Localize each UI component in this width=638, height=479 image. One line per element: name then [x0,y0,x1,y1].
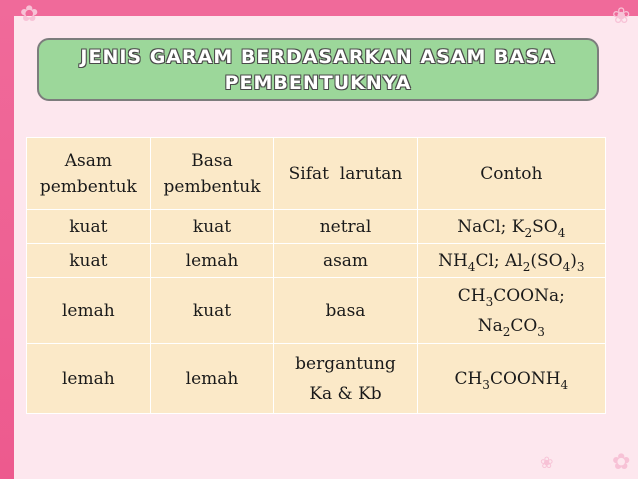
cell-contoh: $NH_4Cl$; $Al_2(SO_4)_3$ [417,244,605,278]
cell-contoh: NaCl; $K_2SO_4$ [417,210,605,244]
header-sifat-larutan: Sifat larutan [274,138,417,210]
table-row [27,244,606,278]
header-asam-pembentuk: Asam pembentuk [27,138,151,210]
cell-asam: lemah [27,278,151,344]
title-line-2: PEMBENTUKNYA [224,72,412,94]
cell-basa: kuat [150,210,274,244]
slide-title [37,38,599,101]
cell-basa: lemah [150,344,274,414]
flower-ornament-icon: ✿ [20,2,39,27]
table-header-row [27,138,606,210]
title-line-1: JENIS GARAM BERDASARKAN ASAM BASA [80,46,556,68]
table-row [27,344,606,414]
header-basa-pembentuk: Basa pembentuk [150,138,274,210]
cell-asam: kuat [27,244,151,278]
flower-ornament-icon: ❀ [612,4,631,29]
table-row [27,278,606,344]
cell-basa: kuat [150,278,274,344]
cell-sifat: netral [274,210,417,244]
cell-asam: lemah [27,344,151,414]
cell-contoh: $CH_3COONH_4$ [417,344,605,414]
cell-sifat: basa [274,278,417,344]
header-contoh: Contoh [417,138,605,210]
cell-basa: lemah [150,244,274,278]
table-row [27,210,606,244]
flower-ornament-icon: ✿ [612,450,631,475]
cell-contoh: $CH_3COONa$; $Na_2CO_3$ [417,278,605,344]
cell-sifat: bergantung Ka & Kb [274,344,417,414]
flower-ornament-icon: ❀ [540,453,554,472]
cell-asam: kuat [27,210,151,244]
salt-table [26,137,606,414]
cell-sifat: asam [274,244,417,278]
